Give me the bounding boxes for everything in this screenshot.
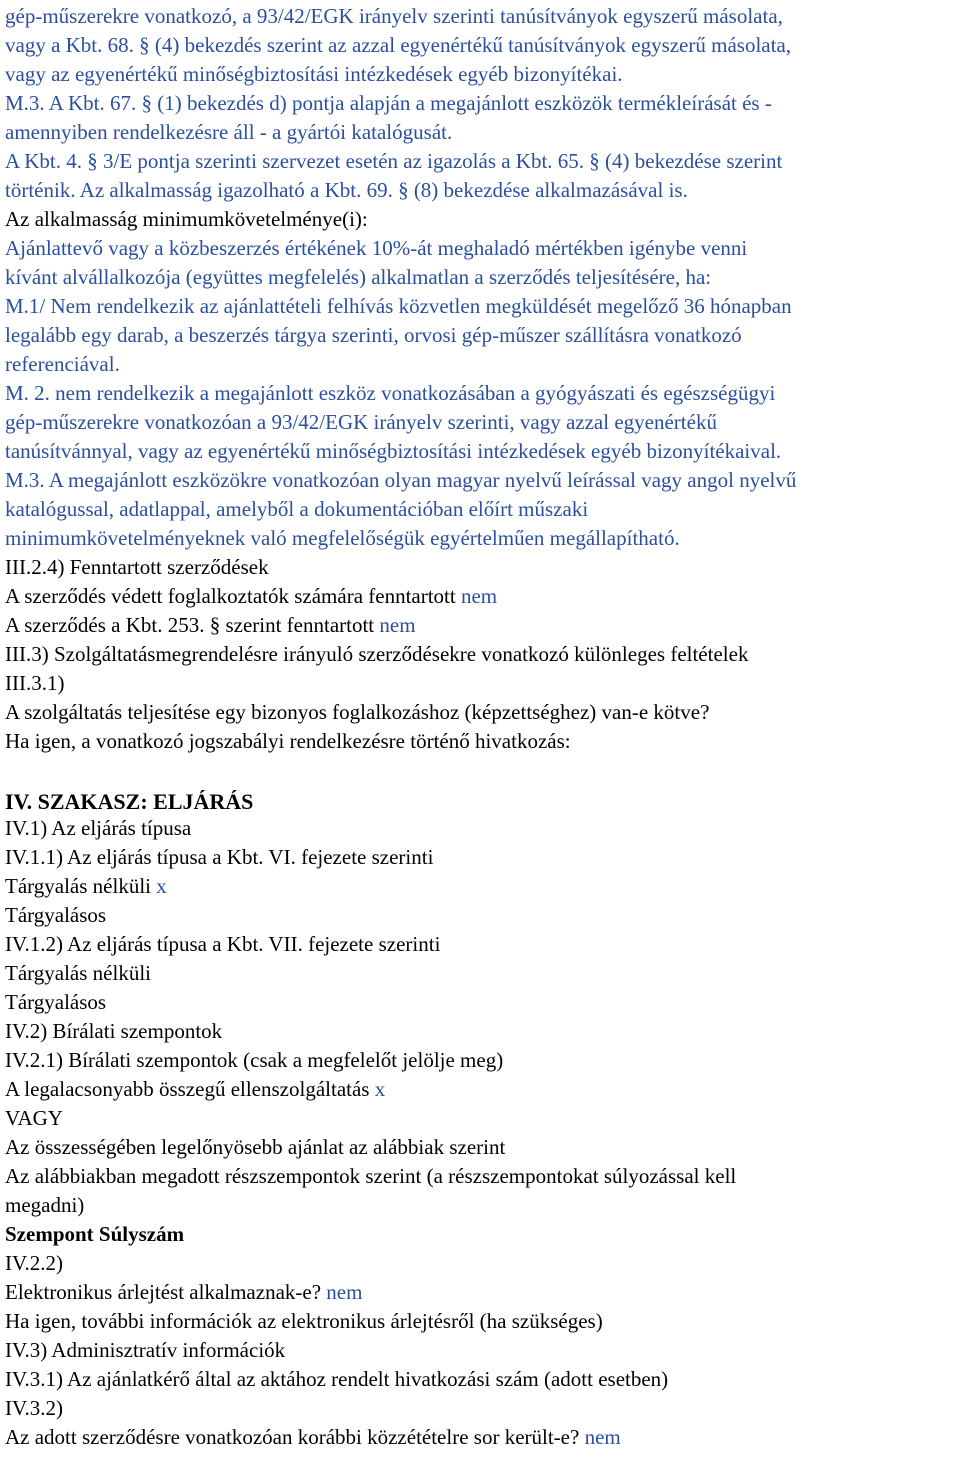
text-line [5,1191,84,1220]
line-text: Ha igen, további információk az elektronikus árlejtésről (ha szükséges) [5,1309,603,1333]
text-line [5,31,791,60]
text-line [5,234,747,263]
line-text: IV.1) Az eljárás típusa [5,816,192,840]
text-line [5,1220,184,1249]
line-text: M. 2. nem rendelkezik a megajánlott eszköz vonatkozásában a gyógyászati és egészségügyi [5,381,776,405]
text-line [5,176,688,205]
text-line [5,147,782,176]
line-text: Az összességében legelőnyösebb ajánlat az alábbiak szerint [5,1135,506,1159]
text-line [5,787,253,816]
text-line [5,814,191,843]
text-line [5,1017,222,1046]
text-line [5,408,717,437]
text-line [5,437,781,466]
line-text: IV.3.1) Az ajánlatkérő által az aktához rendelt hivatkozási szám (adott esetben) [5,1367,669,1391]
line-text: M.3. A Kbt. 67. § (1) bekezdés d) pontja alapján a megajánlott eszközök termékleírását és - [5,91,772,115]
line-text: Tárgyalás nélküli [5,961,151,985]
text-line [5,553,269,582]
text-line [5,1423,621,1452]
text-line [5,1394,63,1423]
line-text: katalógussal, adatlappal, amelyből a dokumentációban előírt műszaki [5,497,589,521]
line-text: Elektronikus árlejtést alkalmaznak-e? [5,1280,327,1304]
text-line [5,611,416,640]
line-text: III.3) Szolgáltatásmegrendelésre irányuló szerződésekre vonatkozó különleges feltételek [5,642,749,666]
line-text: A Kbt. 4. § 3/E pontja szerinti szervezet esetén az igazolás a Kbt. 65. § (4) bekezdése szerint [5,149,783,173]
line-text: IV.3) Adminisztratív információk [5,1338,286,1362]
text-line [5,872,167,901]
line-text: A szerződés a Kbt. 253. § szerint fenntartott [5,613,380,637]
text-line [5,205,368,234]
line-text: Szempont Súlyszám [5,1222,185,1246]
text-line [5,350,120,379]
line-text: kívánt alvállalkozója (együttes megfelelés) alkalmatlan a szerződés teljesítésére, ha: [5,265,712,289]
line-text: M.3. A megajánlott eszközökre vonatkozóan olyan magyar nyelvű leírással vagy angol nyelvű [5,468,797,492]
line-text: A szolgáltatás teljesítése egy bizonyos foglalkozáshoz (képzettséghez) van-e kötve? [5,700,710,724]
text-line [5,1162,736,1191]
line-text: III.3.1) [5,671,65,695]
line-text: minimumkövetelményeknek való megfelelőségük egyértelműen megállapítható. [5,526,680,550]
line-text: IV.2) Bírálati szempontok [5,1019,223,1043]
text-line [5,495,588,524]
line-text: Az adott szerződésre vonatkozóan korábbi közzétételre sor került-e? [5,1425,585,1449]
line-text: IV.2.2) [5,1251,63,1275]
text-line [5,60,623,89]
line-text: Az alkalmasság minimumkövetelménye(i): [5,207,368,231]
text-line [5,89,772,118]
text-line [5,669,64,698]
section-heading: IV. SZAKASZ: ELJÁRÁS [5,789,254,814]
text-line [5,524,680,553]
text-line [5,843,433,872]
line-text: amennyiben rendelkezésre áll - a gyártói katalógusát. [5,120,453,144]
line-text: történik. Az alkalmasság igazolható a Kbt. 69. § (8) bekezdése alkalmazásával is. [5,178,688,202]
line-text: M.1/ Nem rendelkezik az ajánlattételi felhívás közvetlen megküldését megelőző 36 hónapban [5,294,792,318]
line-text: IV.1.1) Az eljárás típusa a Kbt. VI. fejezete szerinti [5,845,434,869]
line-text: IV.2.1) Bírálati szempontok (csak a megfelelőt jelölje meg) [5,1048,504,1072]
text-line [5,1046,503,1075]
text-line [5,930,440,959]
text-line [5,1075,385,1104]
text-line [5,1104,63,1133]
answer-value: x [156,874,167,898]
line-text: megadni) [5,1193,85,1217]
line-text: A legalacsonyabb összegű ellenszolgáltatás [5,1077,375,1101]
line-text: Ajánlattevő vagy a közbeszerzés értékének 10%-át meghaladó mértékben igénybe venni [5,236,748,260]
text-line [5,1365,668,1394]
answer-value: nem [460,584,498,608]
text-line [5,582,497,611]
line-text: Tárgyalásos [5,990,107,1014]
line-text: legalább egy darab, a beszerzés tárgya szerinti, orvosi gép-műszer szállításra vonatkozó [5,323,742,347]
text-line [5,1278,362,1307]
text-line [5,1249,63,1278]
line-text: Az alábbiakban megadott részszempontok szerint (a részszempontokat súlyozással kell [5,1164,737,1188]
answer-value: x [374,1077,386,1101]
answer-value: nem [379,613,416,637]
text-line [5,727,571,756]
text-line [5,698,709,727]
line-text: Tárgyalásos [5,903,107,927]
answer-value: nem [326,1280,363,1304]
line-text: Tárgyalás nélküli [5,874,157,898]
text-line [5,988,106,1017]
text-line [5,1133,505,1162]
line-text: vagy az egyenértékű minőségbiztosítási intézkedések egyéb bizonyítékai. [5,62,623,86]
answer-value: nem [584,1425,621,1449]
text-line [5,1307,603,1336]
text-line [5,292,792,321]
text-line [5,263,711,292]
text-line [5,321,742,350]
line-text: IV.1.2) Az eljárás típusa a Kbt. VII. fejezete szerinti [5,932,441,956]
line-text: IV.3.2) [5,1396,63,1420]
line-text: tanúsítvánnyal, vagy az egyenértékű minőségbiztosítási intézkedések egyéb bizonyítékaival. [5,439,782,463]
line-text: A szerződés védett foglalkoztatók számára fenntartott [5,584,461,608]
text-line [5,959,151,988]
line-text: III.2.4) Fenntartott szerződések [5,555,269,579]
text-line [5,901,106,930]
text-line [5,379,775,408]
line-text: gép-műszerekre vonatkozóan a 93/42/EGK irányelv szerinti, vagy azzal egyenértékű [5,410,717,434]
line-text: referenciával. [5,352,120,376]
line-text: gép-műszerekre vonatkozó, a 93/42/EGK irányelv szerinti tanúsítványok egyszerű másolata, [5,4,783,28]
line-text: VAGY [5,1106,63,1130]
line-text: vagy a Kbt. 68. § (4) bekezdés szerint az azzal egyenértékű tanúsítványok egyszerű másolata, [5,33,792,57]
text-line [5,118,452,147]
text-line [5,2,783,31]
text-line [5,1336,285,1365]
text-line [5,466,796,495]
line-text: Ha igen, a vonatkozó jogszabályi rendelkezésre történő hivatkozás: [5,729,571,753]
text-line [5,640,748,669]
